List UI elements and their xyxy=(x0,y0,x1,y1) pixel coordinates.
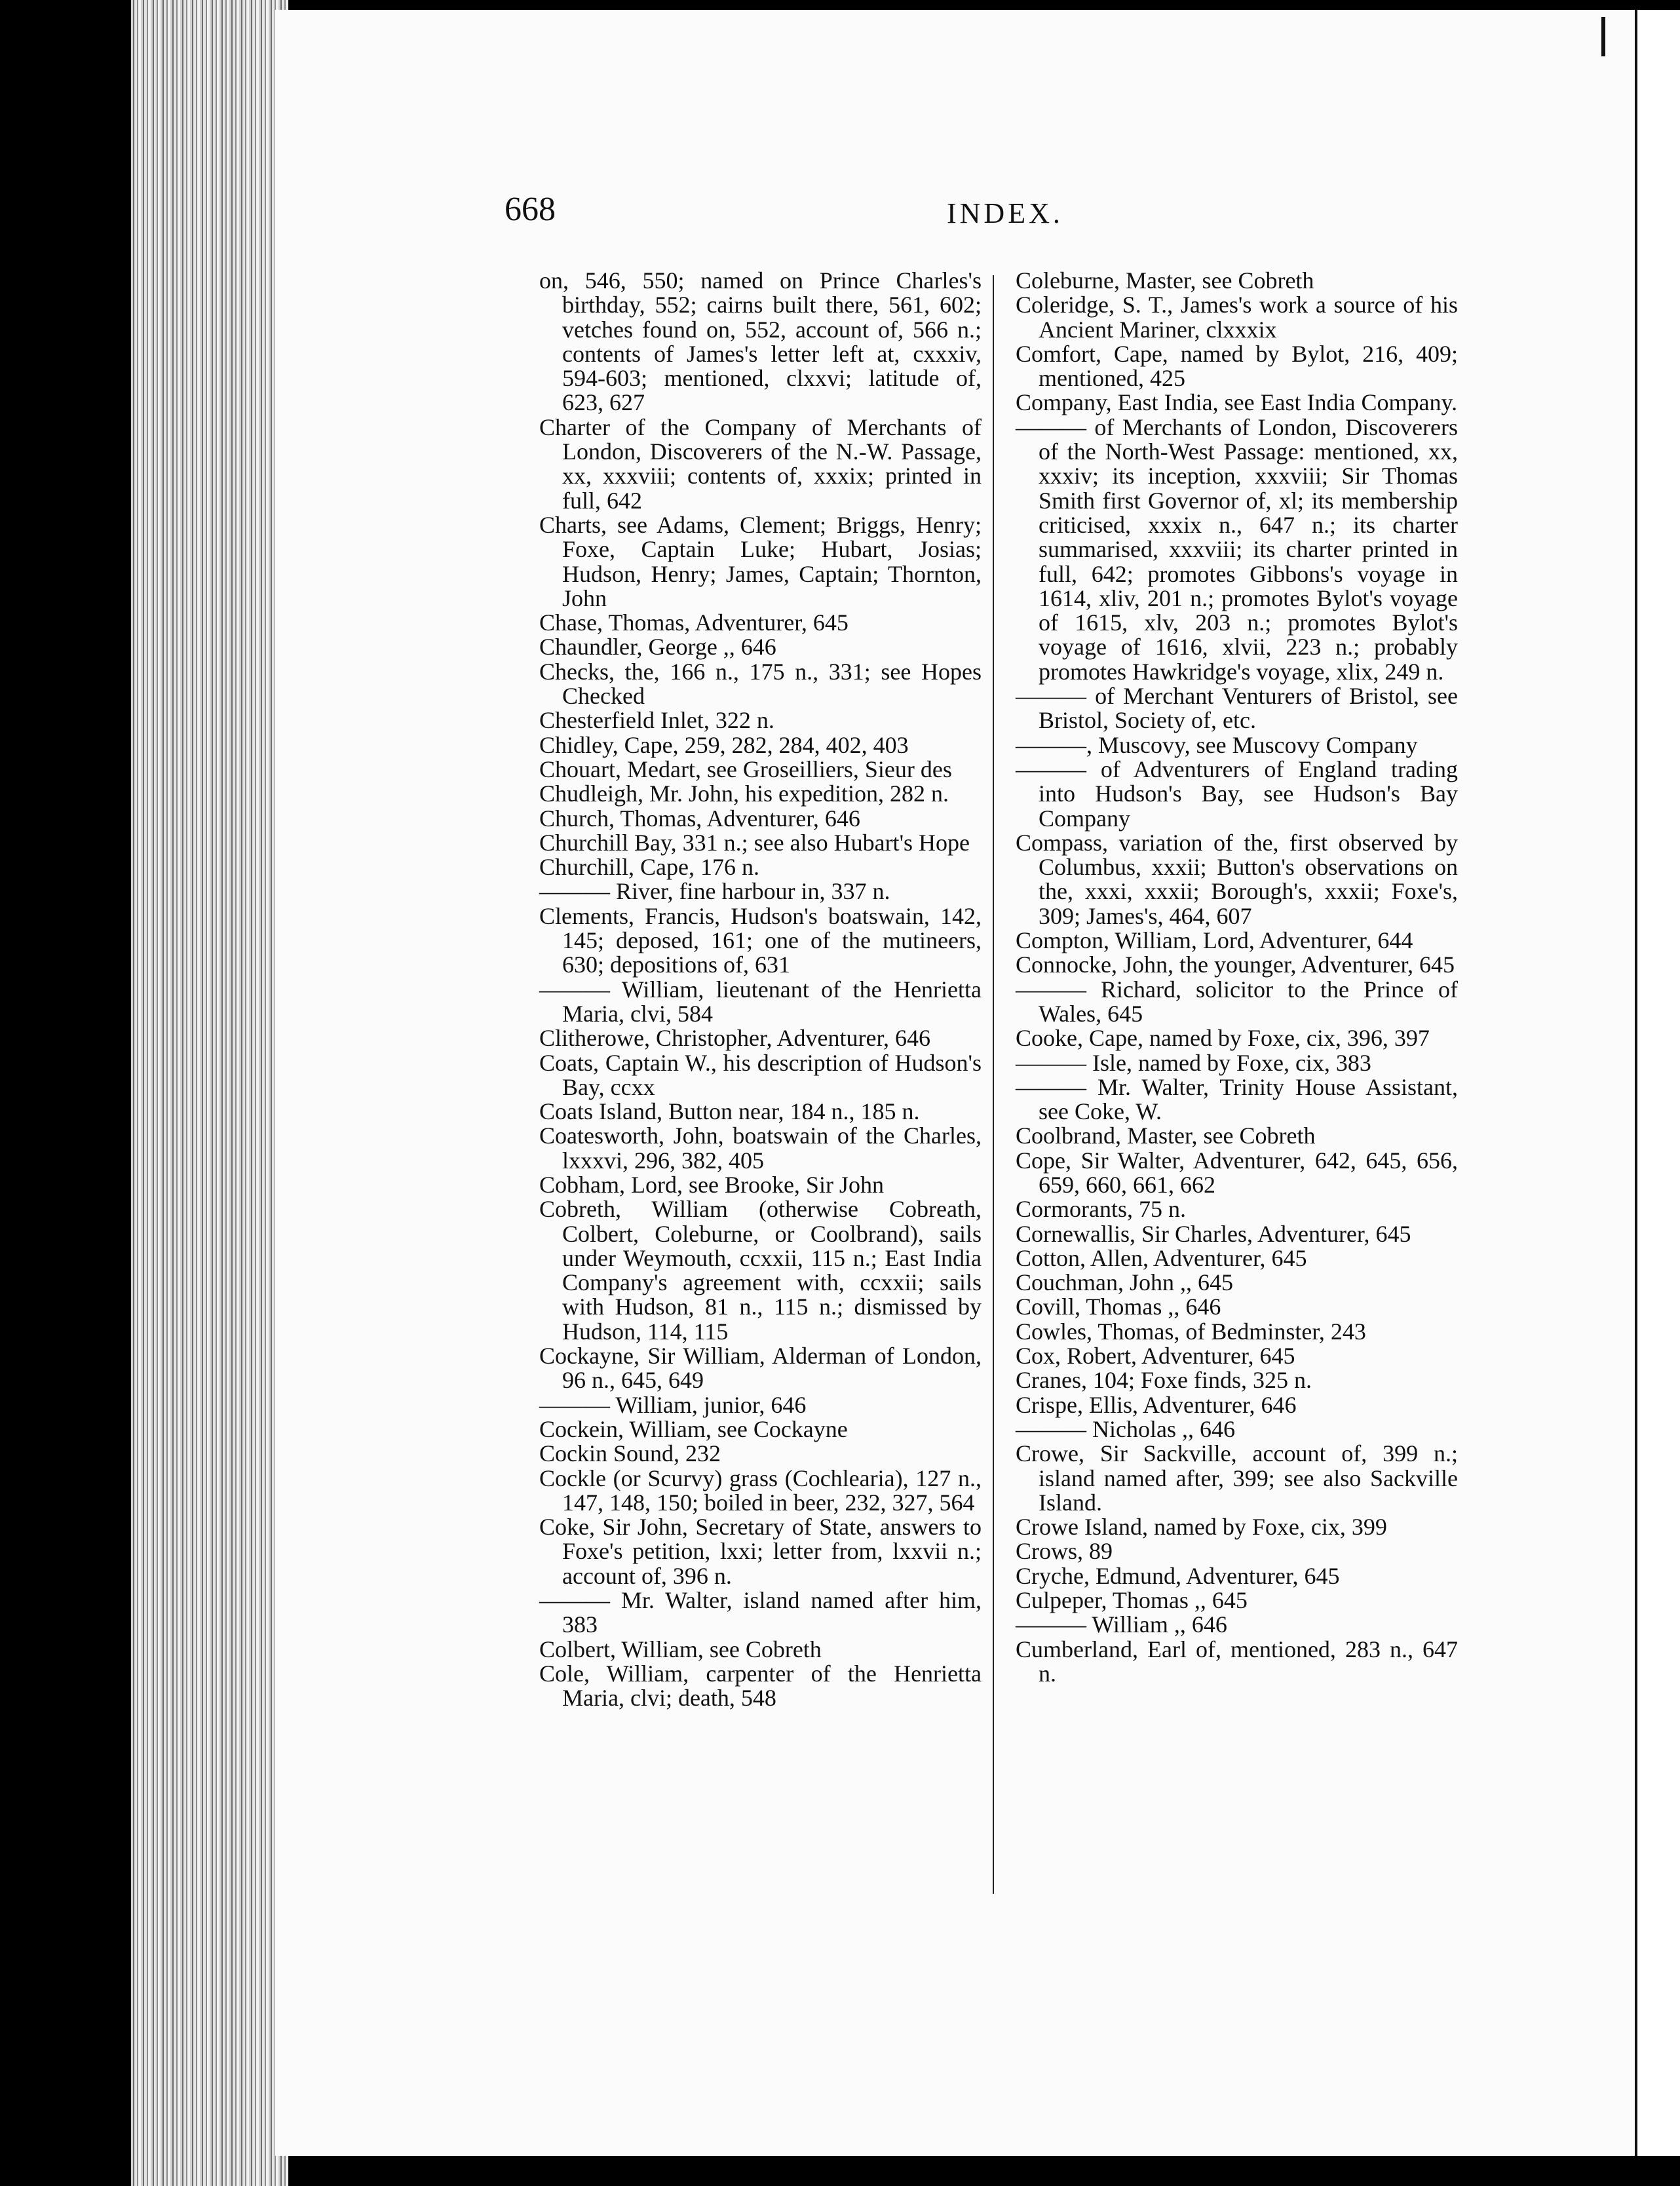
index-entry: Cockayne, Sir William, Alderman of London, 96 n., 645, 649 xyxy=(539,1343,982,1394)
index-entry: ——— Mr. Walter, Trinity House Assistant, see Coke, W. xyxy=(1016,1073,1458,1125)
index-entry: Cooke, Cape, named by Foxe, cix, 396, 397 xyxy=(1016,1025,1430,1052)
index-entry: Clitherowe, Christopher, Adventurer, 646 xyxy=(539,1025,931,1052)
column-divider xyxy=(993,275,994,1894)
index-entry: Cranes, 104; Foxe finds, 325 n. xyxy=(1016,1367,1312,1394)
index-entry: ——— William, junior, 646 xyxy=(539,1391,807,1418)
index-entry: ——— William, lieutenant of the Henrietta Maria, clvi, 584 xyxy=(539,976,982,1027)
index-entry: Covill, Thomas ,, 646 xyxy=(1016,1294,1221,1320)
index-column-left xyxy=(539,269,982,1711)
index-entry: ——— Nicholas ,, 646 xyxy=(1016,1415,1235,1442)
index-entry: ——— William ,, 646 xyxy=(1016,1611,1227,1638)
index-entry: Comfort, Cape, named by Bylot, 216, 409; mentioned, 425 xyxy=(1016,340,1458,392)
index-entry: Coleburne, Master, see Cobreth xyxy=(1016,267,1314,294)
index-entry: Coolbrand, Master, see Cobreth xyxy=(1016,1122,1316,1149)
index-entry: Cockin Sound, 232 xyxy=(539,1440,721,1467)
index-entry: Culpeper, Thomas ,, 645 xyxy=(1016,1587,1248,1614)
index-entry: Cotton, Allen, Adventurer, 645 xyxy=(1016,1244,1307,1271)
index-entry: Coats Island, Button near, 184 n., 185 n. xyxy=(539,1098,920,1125)
page-mark xyxy=(1601,17,1605,56)
index-entry: ——— of Merchants of London, Discoverers of the North-West Passage: mentioned, xx, xxxiv; its inception, xxxviii; Sir Thomas Smith first Governor of, xl; its membership criticised, xxxix n., 647 n.; its charter summarised, xxxviii; its charter printed in full, 642; promotes Gibbons's voyage in 1614, xliv, 201 n.; promotes Bylot's voyage of 1615, xlv, 203 n.; promotes Bylot's voyage of 1616, xlvii, 223 n.; probably promotes Hawkridge's voyage, xlix, 249 n. xyxy=(1016,413,1458,685)
index-entry: Compass, variation of the, first observed by Columbus, xxxii; Button's observations on the, xxxi, xxxii; Borough's, xxxii; Foxe's, 309; James's, 464, 607 xyxy=(1016,829,1458,929)
index-entry: Crowe Island, named by Foxe, cix, 399 xyxy=(1016,1514,1387,1541)
index-entry: Company, East India, see East India Company. xyxy=(1016,389,1458,416)
index-entry: ———, Muscovy, see Muscovy Company xyxy=(1016,731,1418,758)
index-entry: Chesterfield Inlet, 322 n. xyxy=(539,707,774,734)
index-entry: Cobham, Lord, see Brooke, Sir John xyxy=(539,1171,884,1198)
index-entry: Cobreth, William (otherwise Cobreath, Colbert, Coleburne, or Coolbrand), sails under Weymouth, ccxxii, 115 n.; East India Company's agreement with, ccxxii; sails with Hudson, 81 n., 115 n.; dismissed by Hudson, 114, 115 xyxy=(539,1196,982,1345)
index-entry: Clements, Francis, Hudson's boatswain, 142, 145; deposed, 161; one of the mutineers, 630; depositions of, 631 xyxy=(539,902,982,978)
index-entry: Chudleigh, Mr. John, his expedition, 282 n. xyxy=(539,780,949,807)
index-entry: Crows, 89 xyxy=(1016,1538,1113,1565)
index-entry: Cowles, Thomas, of Bedminster, 243 xyxy=(1016,1318,1366,1345)
index-entry: Churchill Bay, 331 n.; see also Hubart's Hope xyxy=(539,829,970,856)
index-entry: Cumberland, Earl of, mentioned, 283 n., 647 n. xyxy=(1016,1636,1458,1687)
index-entry: Churchill, Cape, 176 n. xyxy=(539,854,759,881)
index-entry: Charts, see Adams, Clement; Briggs, Henry; Foxe, Captain Luke; Hubart, Josias; Hudson, Henry; James, Captain; Thornton, John xyxy=(539,511,982,611)
index-entry: Church, Thomas, Adventurer, 646 xyxy=(539,805,860,832)
index-entry: Cornewallis, Sir Charles, Adventurer, 645 xyxy=(1016,1220,1411,1247)
index-entry: ——— Mr. Walter, island named after him, 383 xyxy=(539,1587,982,1638)
index-entry: Crispe, Ellis, Adventurer, 646 xyxy=(1016,1391,1297,1418)
index-entry: Couchman, John ,, 645 xyxy=(1016,1269,1233,1296)
index-entry: Cope, Sir Walter, Adventurer, 642, 645, 656, 659, 660, 661, 662 xyxy=(1016,1147,1458,1198)
index-entry: Cormorants, 75 n. xyxy=(1016,1196,1186,1223)
index-entry: Colbert, William, see Cobreth xyxy=(539,1636,822,1662)
facing-page-edge xyxy=(1635,10,1680,2156)
index-entry: Coke, Sir John, Secretary of State, answers to Foxe's petition, lxxi; letter from, lxxvii n.; account of, 396 n. xyxy=(539,1514,982,1589)
index-entry: Chouart, Medart, see Groseilliers, Sieur des xyxy=(539,756,952,782)
index-entry: Coatesworth, John, boatswain of the Charles, lxxxvi, 296, 382, 405 xyxy=(539,1122,982,1174)
index-entry: Chase, Thomas, Adventurer, 645 xyxy=(539,609,849,636)
index-entry: Cole, William, carpenter of the Henrietta Maria, clvi; death, 548 xyxy=(539,1660,982,1712)
index-entry: ——— River, fine harbour in, 337 n. xyxy=(539,878,890,905)
index-entry: Checks, the, 166 n., 175 n., 331; see Hopes Checked xyxy=(539,658,982,710)
index-entry: on, 546, 550; named on Prince Charles's birthday, 552; cairns built there, 561, 602; vetches found on, 552, account of, 566 n.; contents of James's letter left at, cxxxiv, 594-603; mentioned, clxxvi; latitude of, 623, 627 xyxy=(539,267,982,416)
index-entry: Crowe, Sir Sackville, account of, 399 n.; island named after, 399; see also Sackville Island. xyxy=(1016,1440,1458,1516)
index-entry: Coleridge, S. T., James's work a source of his Ancient Mariner, clxxxix xyxy=(1016,292,1458,343)
index-entry: ——— of Adventurers of England trading into Hudson's Bay, see Hudson's Bay Company xyxy=(1016,756,1458,832)
index-column-right xyxy=(1016,269,1458,1686)
index-entry: Chaundler, George ,, 646 xyxy=(539,634,776,661)
index-entry: ——— Richard, solicitor to the Prince of Wales, 645 xyxy=(1016,976,1458,1027)
index-entry: Cockle (or Scurvy) grass (Cochlearia), 127 n., 147, 148, 150; boiled in beer, 232, 327, 564 xyxy=(539,1465,982,1516)
index-entry: Coats, Captain W., his description of Hudson's Bay, ccxx xyxy=(539,1049,982,1100)
index-entry: ——— of Merchant Venturers of Bristol, see Bristol, Society of, etc. xyxy=(1016,683,1458,734)
index-entry: Cox, Robert, Adventurer, 645 xyxy=(1016,1343,1295,1370)
page-number: 668 xyxy=(505,191,556,228)
book-page-edges xyxy=(131,0,288,2186)
index-entry: Chidley, Cape, 259, 282, 284, 402, 403 xyxy=(539,731,909,758)
index-entry: Charter of the Company of Merchants of London, Discoverers of the N.-W. Passage, xx, xxxviii; contents of, xxxix; printed in full, 642 xyxy=(539,413,982,514)
index-entry: Cockein, William, see Cockayne xyxy=(539,1415,848,1442)
index-entry: Compton, William, Lord, Adventurer, 644 xyxy=(1016,927,1413,954)
running-head: INDEX. xyxy=(947,197,1063,229)
index-entry: ——— Isle, named by Foxe, cix, 383 xyxy=(1016,1049,1371,1076)
index-entry: Connocke, John, the younger, Adventurer, 645 xyxy=(1016,951,1455,978)
index-entry: Cryche, Edmund, Adventurer, 645 xyxy=(1016,1562,1340,1589)
